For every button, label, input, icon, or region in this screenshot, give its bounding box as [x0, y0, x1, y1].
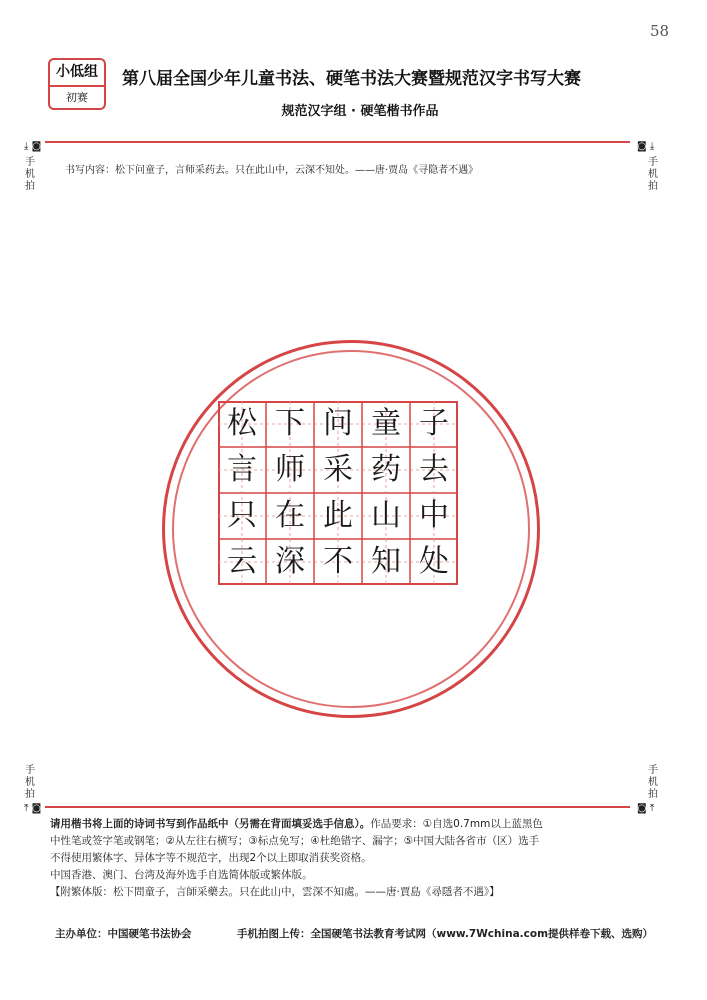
requirements-line-1-rest: 作品要求：①自选0.7mm以上蓝黑色: [370, 818, 543, 830]
requirements-text: [50, 816, 640, 901]
grid-char: 采: [323, 452, 353, 487]
grid-char: 山: [371, 498, 401, 533]
badge-round: 初赛: [66, 91, 88, 104]
grid-char: 此: [323, 498, 353, 533]
requirements-line-2: 中性笔或签字笔或钢笔；②从左往右横写；③标点免写；④杜绝错字、漏字；⑤中国大陆各省市（区）选手: [50, 835, 540, 847]
requirements-line-3: 不得使用繁体字、异体字等不规范字，出现2个以上即取消获奖资格。: [50, 852, 372, 864]
grid-char: 只: [227, 498, 257, 533]
page-number: 58: [650, 22, 670, 40]
side-label-top-left: 手机拍: [25, 157, 35, 192]
badge-group: 小低组: [50, 60, 104, 87]
top-right-marker: [637, 134, 659, 193]
camera-icon: ◙ ⤒: [637, 803, 655, 814]
grid-char: 不: [323, 544, 353, 579]
organizer: 主办单位：中国硬笔书法协会: [55, 928, 192, 940]
requirements-line-4: 中国香港、澳门、台湾及海外选手自选简体版或繁体版。: [50, 869, 313, 881]
requirements-lead: 请用楷书将上面的诗词书写到作品纸中（另需在背面填妥选手信息）。: [50, 818, 371, 830]
grid-char: 知: [371, 544, 401, 579]
grid-char: 子: [419, 406, 449, 441]
camera-icon: ⤓ ◙: [24, 141, 42, 152]
top-left-marker: [24, 134, 41, 193]
grid-char: 言: [227, 452, 257, 487]
grid-char: 童: [371, 406, 401, 441]
grid-char: 松: [227, 406, 257, 441]
side-label-bottom-left: 手机拍: [25, 765, 35, 800]
traditional-version: 【附繁体版：松下問童子，言師采藥去。只在此山中，雲深不知處。——唐·賈島《尋隱者不遇》】: [50, 886, 500, 898]
camera-icon: ◙ ⤓: [637, 141, 655, 152]
page-subtitle: 规范汉字组 · 硬笔楷书作品: [281, 104, 439, 119]
grid-char: 下: [275, 406, 305, 441]
grid-characters: [218, 401, 458, 585]
bottom-left-marker: [24, 765, 41, 814]
side-label-top-right: 手机拍: [648, 157, 658, 192]
side-label-bottom-right: 手机拍: [648, 765, 658, 800]
bottom-right-marker: [637, 765, 659, 814]
requirements-line-1: [50, 816, 640, 833]
writing-content: 书写内容：松下问童子，言师采药去。只在此山中，云深不知处。——唐·贾岛《寻隐者不遇》: [65, 165, 479, 176]
grid-char: 处: [419, 544, 449, 579]
page-title: 第八届全国少年儿童书法、硬笔书法大赛暨规范汉字书写大赛: [122, 69, 581, 89]
grid-char: 问: [323, 406, 353, 441]
top-divider: [45, 141, 630, 143]
group-badge: [48, 58, 106, 110]
grid-char: 师: [275, 452, 305, 487]
grid-char: 深: [275, 544, 305, 579]
grid-char: 药: [371, 452, 401, 487]
grid-char: 去: [419, 452, 449, 487]
grid-char: 中: [419, 498, 449, 533]
grid-char: 在: [275, 498, 305, 533]
camera-icon: ⤒ ◙: [24, 803, 42, 814]
upload-info: 手机拍图上传：全国硬笔书法教育考试网（www.7Wchina.com提供样卷下载、选购）: [237, 928, 654, 940]
grid-char: 云: [227, 544, 257, 579]
bottom-divider: [45, 806, 630, 808]
